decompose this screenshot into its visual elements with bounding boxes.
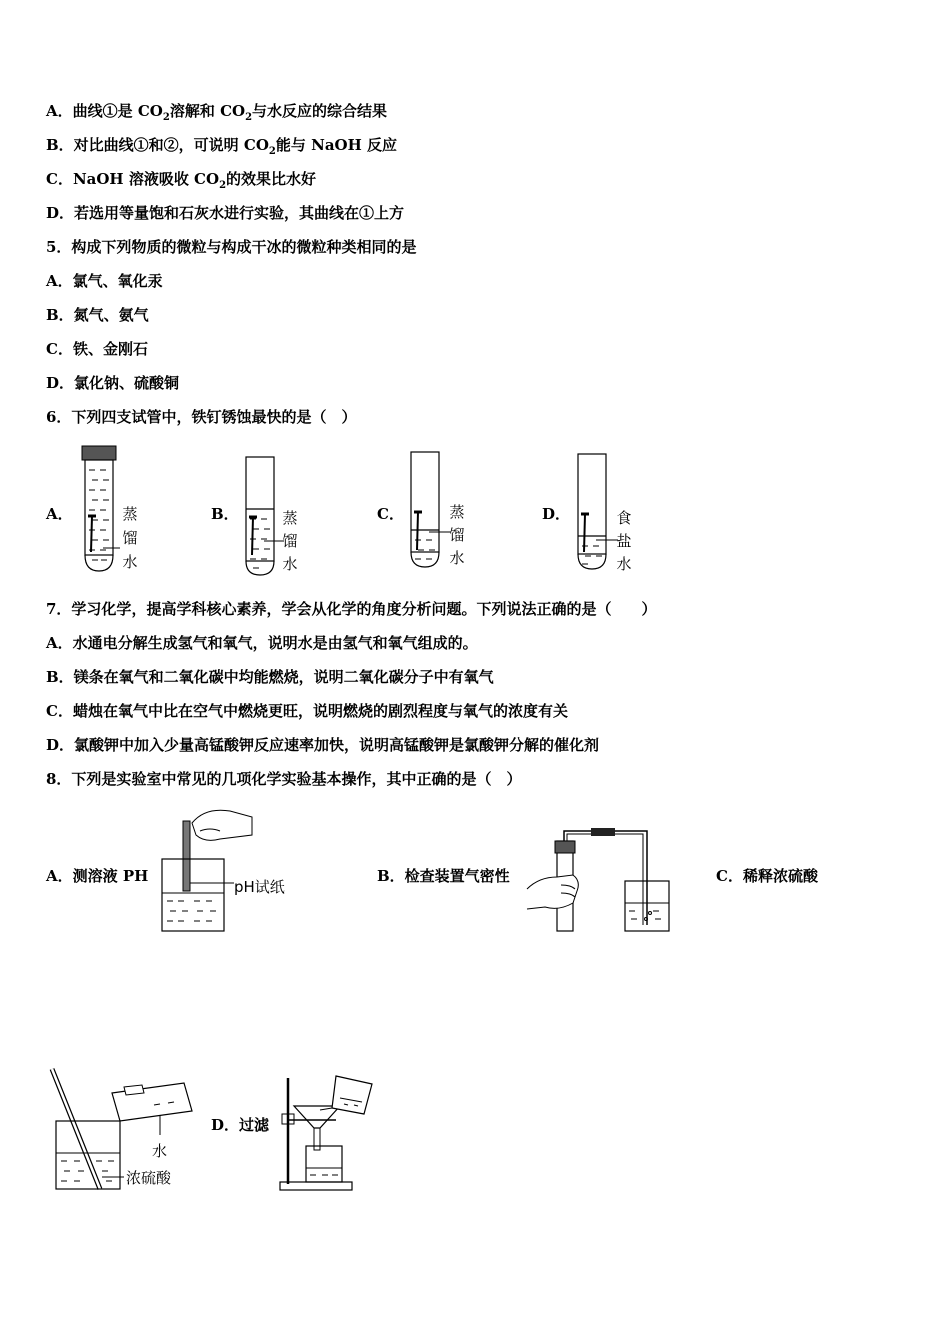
q8-ph-test-figure <box>150 805 260 935</box>
q5-option-c: C．铁、金刚石 <box>46 340 148 358</box>
q8-option-c-label: C．稀释浓硫酸 <box>716 867 818 885</box>
q6-tube-b-char-3: 水 <box>282 555 298 573</box>
q8-dilute-acid-figure <box>44 1065 204 1197</box>
q6-tube-d-label: D． <box>542 505 571 523</box>
q6-tube-c-char-3: 水 <box>449 549 465 567</box>
q8-stem: 8．下列是实验室中常见的几项化学实验基本操作，其中正确的是（ ） <box>46 770 522 788</box>
q8-airtightness-figure <box>525 825 675 937</box>
q6-tube-d-char-3: 水 <box>616 555 632 573</box>
q6-tube-a-char-1: 蒸 <box>122 505 138 523</box>
q4-option-d: D．若选用等量饱和石灰水进行实验，其曲线在①上方 <box>46 204 405 222</box>
q6-stem: 6．下列四支试管中，铁钉锈蚀最快的是（ ） <box>46 408 357 426</box>
q6-tube-b-label: B． <box>211 505 239 523</box>
q6-tube-c-char-2: 馏 <box>449 526 465 544</box>
q7-option-d: D．氯酸钾中加入少量高锰酸钾反应速率加快，说明高锰酸钾是氯酸钾分解的催化剂 <box>46 736 600 754</box>
q5-option-b: B．氮气、氨气 <box>46 306 149 324</box>
q6-tube-d-char-1: 食 <box>616 509 632 527</box>
ph-paper-label: pH试纸 <box>234 878 285 896</box>
q5-stem: 5．构成下列物质的微粒与构成干冰的微粒种类相同的是 <box>46 238 417 256</box>
q6-tube-a-label: A． <box>46 505 73 523</box>
q6-tube-d-char-2: 盐 <box>616 532 632 550</box>
q6-tube-b-char-2: 馏 <box>282 532 298 550</box>
q8-option-b-label: B．检查装置气密性 <box>377 867 510 885</box>
water-label: 水 <box>152 1142 168 1160</box>
q6-tube-c-char-1: 蒸 <box>449 503 465 521</box>
q6-tube-d-figure <box>572 452 620 577</box>
q4-option-c: C．NaOH 溶液吸收 $CO_2$的效果比水好 <box>46 170 317 191</box>
q8-option-d-label: D．过滤 <box>211 1116 270 1134</box>
q4-option-a: A．曲线①是 $CO_2$溶解和 $CO_2$与水反应的综合结果 <box>46 102 388 123</box>
q6-tube-a-figure <box>78 444 122 576</box>
q6-tube-b-figure <box>240 455 286 580</box>
q6-tube-a-char-3: 水 <box>122 553 138 571</box>
q8-option-a-label: A．测溶液 PH <box>46 867 149 885</box>
q7-stem: 7．学习化学，提高学科核心素养，学会从化学的角度分析问题。下列说法正确的是（ ） <box>46 600 657 618</box>
q6-tube-c-figure <box>405 450 453 575</box>
q8-filtration-figure <box>276 1070 380 1194</box>
q6-tube-a-char-2: 馏 <box>122 529 138 547</box>
q4-option-b: B．对比曲线①和②，可说明 $CO_2$能与 NaOH 反应 <box>46 136 398 157</box>
q5-option-d: D．氯化钠、硫酸铜 <box>46 374 180 392</box>
q7-option-b: B．镁条在氧气和二氧化碳中均能燃烧，说明二氧化碳分子中有氧气 <box>46 668 494 686</box>
concentrated-acid-label: 浓硫酸 <box>126 1169 172 1187</box>
q5-option-a: A．氯气、氧化汞 <box>46 272 163 290</box>
q6-tube-b-char-1: 蒸 <box>282 509 298 527</box>
q6-tube-c-label: C． <box>377 505 404 523</box>
q7-option-a: A．水通电分解生成氢气和氧气，说明水是由氢气和氧气组成的。 <box>46 634 478 652</box>
q7-option-c: C．蜡烛在氧气中比在空气中燃烧更旺，说明燃烧的剧烈程度与氧气的浓度有关 <box>46 702 568 720</box>
